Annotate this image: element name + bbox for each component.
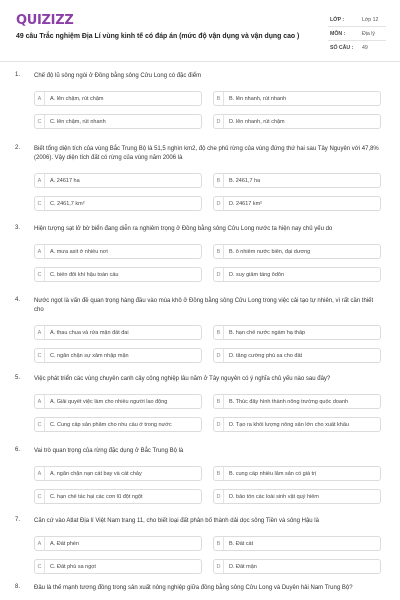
question-number: 5. bbox=[15, 375, 21, 381]
option-letter: B bbox=[214, 174, 224, 187]
option-text: D. lên nhanh, rút chậm bbox=[229, 118, 285, 125]
option-letter: C bbox=[35, 115, 45, 128]
question-number: 7. bbox=[15, 517, 21, 523]
option-letter: A bbox=[35, 467, 45, 480]
option-text: D. Đất mặn bbox=[229, 563, 257, 570]
option-letter: A bbox=[35, 245, 45, 258]
meta-label: SỐ CÂU : bbox=[330, 45, 354, 51]
answer-option-a[interactable] bbox=[34, 325, 202, 340]
option-letter: D bbox=[214, 418, 224, 431]
answer-option-a[interactable] bbox=[34, 394, 202, 409]
meta-value: Địa lý bbox=[362, 30, 375, 37]
answer-option-a[interactable] bbox=[34, 466, 202, 481]
answer-option-c[interactable] bbox=[34, 559, 202, 574]
answer-option-d[interactable] bbox=[213, 196, 381, 211]
question-text: Hiện tượng sạt lở bờ biển đang diễn ra nghiêm trọng ở Đồng bằng sông Cửu Long nước ta hiện nay chủ yếu do bbox=[34, 226, 333, 232]
answer-option-d[interactable] bbox=[213, 559, 381, 574]
option-text: A. 24617 ha bbox=[50, 177, 80, 184]
answer-option-a[interactable] bbox=[34, 536, 202, 551]
option-text: C. lên chậm, rút nhanh bbox=[50, 118, 106, 125]
option-text: D. Tạo ra khối lượng nông sản lớn cho xuất khẩu bbox=[229, 421, 349, 428]
option-text: D. bảo tồn các loài sinh vật quý hiếm bbox=[229, 493, 319, 500]
option-letter: B bbox=[214, 395, 224, 408]
option-text: B. Đất cát bbox=[229, 540, 254, 547]
answer-option-d[interactable] bbox=[213, 267, 381, 282]
option-letter: B bbox=[214, 537, 224, 550]
question-text: Căn cứ vào Atlat Địa lí Việt Nam trang 11, cho biết loại đất phân bố thành dải dọc sông Tiền và sông Hậu là bbox=[34, 518, 319, 524]
question-number: 6. bbox=[15, 447, 21, 453]
option-letter: A bbox=[35, 92, 45, 105]
option-text: D. 24617 km² bbox=[229, 200, 263, 207]
answer-option-c[interactable] bbox=[34, 348, 202, 363]
option-text: B. 2461,7 ha bbox=[229, 177, 261, 184]
quizizz-logo[interactable]: QUIZIZZ bbox=[16, 13, 74, 28]
option-text: A. Đất phèn bbox=[50, 540, 80, 547]
meta-value: 49 bbox=[362, 45, 368, 51]
answer-option-d[interactable] bbox=[213, 348, 381, 363]
option-letter: A bbox=[35, 537, 45, 550]
option-letter: A bbox=[35, 395, 45, 408]
option-text: C. 2461,7 km² bbox=[50, 200, 85, 207]
answer-option-b[interactable] bbox=[213, 91, 381, 106]
header bbox=[0, 0, 400, 62]
question-text: Vai trò quan trọng của rừng đặc dụng ở Bắc Trung Bộ là bbox=[34, 448, 184, 454]
question-number: 3. bbox=[15, 225, 21, 231]
meta-row-count bbox=[328, 41, 386, 55]
question-text: Biết tổng diện tích của vùng Bắc Trung Bộ là 51,5 nghìn km2, độ che phủ rừng của vùng đứng thứ hai sau Tây Nguyên với 47,8% (2006). Vậy diện tích đất có rừng của vùng năm 2006 là bbox=[34, 146, 379, 161]
answer-option-a[interactable] bbox=[34, 244, 202, 259]
option-letter: C bbox=[35, 490, 45, 503]
option-text: C. ngăn chặn sự xâm nhập mặn bbox=[50, 352, 129, 359]
question-text: Việc phát triển các vùng chuyên canh cây công nghiệp lâu năm ở Tây nguyên có ý nghĩa chủ yếu nào sau đây? bbox=[34, 376, 331, 382]
meta-box bbox=[328, 13, 386, 55]
option-letter: C bbox=[35, 268, 45, 281]
answer-option-a[interactable] bbox=[34, 91, 202, 106]
option-text: B. hạn chế nước ngầm hạ thấp bbox=[229, 329, 306, 336]
answer-option-b[interactable] bbox=[213, 244, 381, 259]
question-text: Chế độ lũ sông ngòi ở Đồng bằng sông Cửu Long có đặc điểm bbox=[34, 73, 202, 79]
option-letter: B bbox=[214, 92, 224, 105]
option-letter: B bbox=[214, 326, 224, 339]
option-text: A. mưa axit ở nhiều nơi bbox=[50, 248, 108, 255]
option-text: B. Thúc đẩy hình thành nông trường quốc doanh bbox=[229, 398, 349, 405]
option-text: B. cung cấp nhiều lâm sản có giá trị bbox=[229, 470, 317, 477]
option-letter: C bbox=[35, 560, 45, 573]
option-letter: C bbox=[35, 197, 45, 210]
option-text: A. lên chậm, rút chậm bbox=[50, 95, 104, 102]
option-text: C. hạn chế tác hại các cơn lũ đột ngột bbox=[50, 493, 143, 500]
meta-row-subject bbox=[328, 27, 386, 41]
option-text: D. suy giảm tầng ôdôn bbox=[229, 271, 285, 278]
question-number: 4. bbox=[15, 297, 21, 303]
option-text: B. lên nhanh, rút nhanh bbox=[229, 95, 287, 102]
question-number: 1. bbox=[15, 72, 21, 78]
answer-option-c[interactable] bbox=[34, 196, 202, 211]
option-text: A. Giải quyết việc làm cho nhiều người lao động bbox=[50, 398, 168, 405]
option-letter: C bbox=[35, 418, 45, 431]
option-letter: A bbox=[35, 174, 45, 187]
answer-option-b[interactable] bbox=[213, 536, 381, 551]
answer-option-d[interactable] bbox=[213, 489, 381, 504]
answer-option-c[interactable] bbox=[34, 114, 202, 129]
answer-option-d[interactable] bbox=[213, 417, 381, 432]
meta-label: MÔN : bbox=[330, 30, 346, 37]
meta-label: LỚP : bbox=[330, 16, 345, 23]
question-text: Nước ngọt là vấn đề quan trọng hàng đầu vào mùa khô ở Đồng bằng sông Cửu Long trong việc cải tạo tự nhiên, vì rất cần thiết cho bbox=[34, 298, 374, 313]
answer-option-b[interactable] bbox=[213, 325, 381, 340]
option-letter: B bbox=[214, 245, 224, 258]
question-number: 2. bbox=[15, 145, 21, 151]
answer-option-d[interactable] bbox=[213, 114, 381, 129]
answer-option-a[interactable] bbox=[34, 173, 202, 188]
option-text: A. thau chua và rửa mặn đất đai bbox=[50, 329, 129, 336]
meta-value: Lớp 12 bbox=[362, 16, 379, 23]
answer-option-b[interactable] bbox=[213, 466, 381, 481]
answer-option-c[interactable] bbox=[34, 417, 202, 432]
meta-row-class bbox=[328, 13, 386, 27]
option-letter: D bbox=[214, 197, 224, 210]
option-text: B. ô nhiễm nước biển, đại dương bbox=[229, 248, 311, 255]
question-text: Đâu là thế mạnh tương đồng trong sản xuất nông nghiệp giữa đồng bằng sông Cửu Long và Duyên hải Nam Trung Bộ? bbox=[34, 585, 353, 591]
option-letter: A bbox=[35, 326, 45, 339]
option-text: D. tăng cường phù sa cho đất bbox=[229, 352, 303, 359]
option-letter: B bbox=[214, 467, 224, 480]
option-letter: D bbox=[214, 490, 224, 503]
answer-option-b[interactable] bbox=[213, 173, 381, 188]
option-text: C. Đất phù sa ngọt bbox=[50, 563, 96, 570]
option-text: A. ngăn chặn nạn cát bay và cát chảy bbox=[50, 470, 142, 477]
answer-option-b[interactable] bbox=[213, 394, 381, 409]
option-letter: D bbox=[214, 268, 224, 281]
page-title: 49 câu Trắc nghiệm Địa Lí vùng kinh tế có đáp án (mức độ vận dụng và vận dụng cao ) bbox=[16, 33, 300, 40]
option-text: C. biến đổi khí hậu toàn cầu bbox=[50, 271, 119, 278]
option-letter: D bbox=[214, 115, 224, 128]
option-letter: C bbox=[35, 349, 45, 362]
option-letter: D bbox=[214, 560, 224, 573]
answer-option-c[interactable] bbox=[34, 267, 202, 282]
option-text: C. Cung cấp sản phẩm cho nhu cầu ở trong nước bbox=[50, 421, 172, 428]
question-number: 8. bbox=[15, 584, 21, 590]
answer-option-c[interactable] bbox=[34, 489, 202, 504]
option-letter: D bbox=[214, 349, 224, 362]
